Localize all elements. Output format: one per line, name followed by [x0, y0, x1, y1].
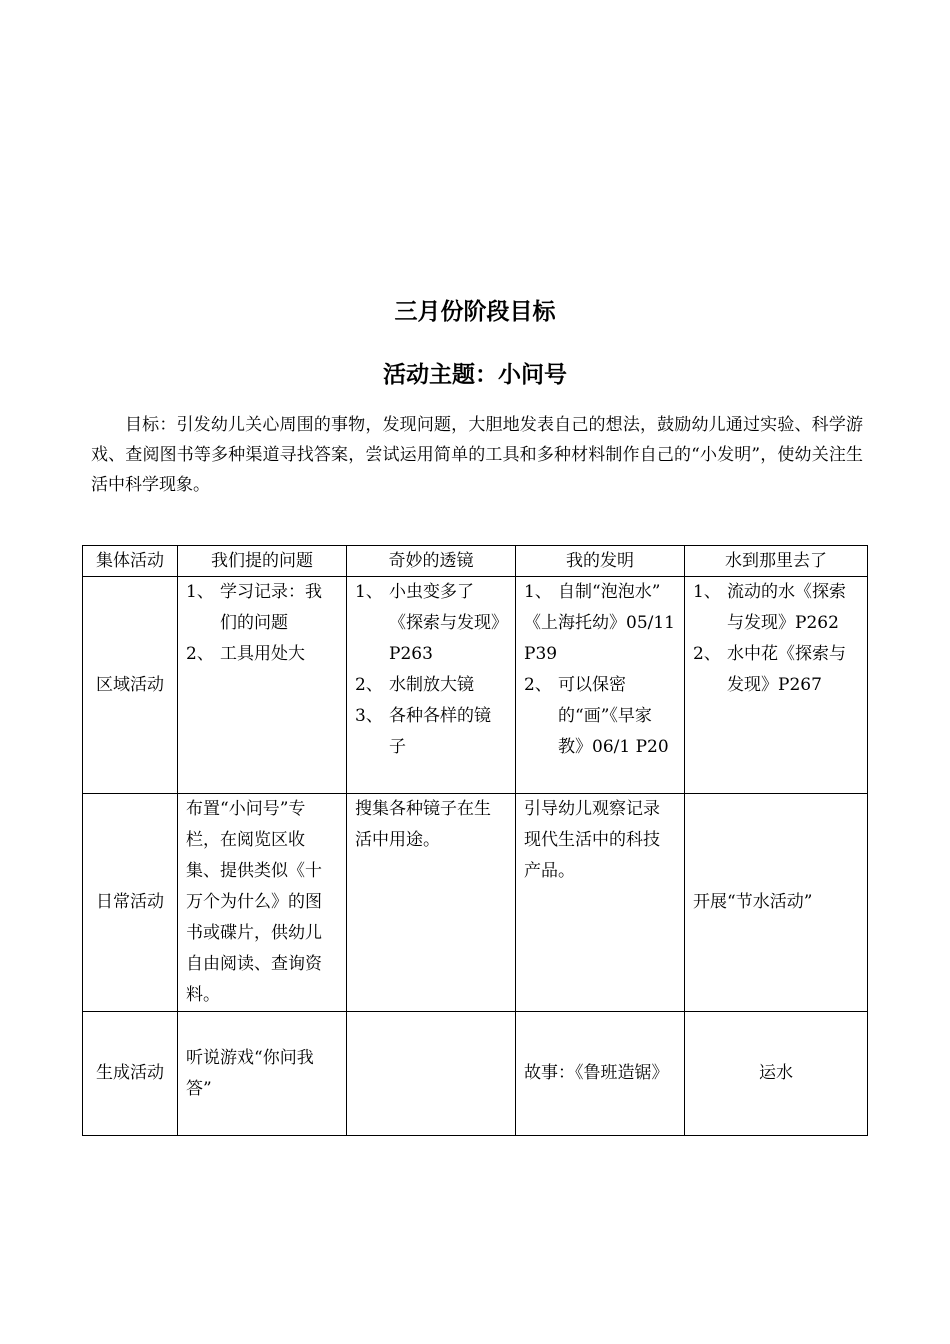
list-item: 1、 小虫变多了《探索与发现》P263	[355, 582, 500, 664]
table-row-generated-activity	[83, 1012, 868, 1136]
generated-cell-water: 运水	[685, 1012, 868, 1136]
header-my-invention: 我的发明	[516, 546, 685, 577]
area-cell-water	[685, 577, 868, 794]
list-item: 2、 可以保密的“画”《早家教》06/1 P20	[524, 675, 669, 757]
list-item: 1、 学习记录：我们的问题	[186, 582, 322, 633]
list-item: 1、 自制“泡泡水”	[524, 582, 661, 602]
area-cell-invention	[516, 577, 685, 794]
generated-cell-questions: 听说游戏“你问我答”	[178, 1012, 347, 1136]
daily-cell-water: 开展“节水活动”	[685, 794, 868, 1012]
header-group-activity: 集体活动	[83, 546, 178, 577]
area-cell-questions	[178, 577, 347, 794]
header-our-questions: 我们提的问题	[178, 546, 347, 577]
area-cell-lens	[347, 577, 516, 794]
header-where-water-went: 水到那里去了	[685, 546, 868, 577]
row-label-daily: 日常活动	[83, 794, 178, 1012]
daily-cell-invention: 引导幼儿观察记录现代生活中的科技产品。	[516, 794, 685, 1012]
table-row-area-activity	[83, 577, 868, 794]
activity-plan-table	[82, 545, 868, 1136]
goal-paragraph: 目标：引发幼儿关心周围的事物，发现问题，大胆地发表自己的想法，鼓励幼儿通过实验、科学游戏、查阅图书等多种渠道寻找答案，尝试运用简单的工具和多种材料制作自己的“小发明”，使幼关注生活中科学现象。	[91, 415, 863, 495]
list-item: 2、 工具用处大	[186, 644, 305, 664]
generated-cell-lens	[347, 1012, 516, 1136]
list-item: 3、 各种各样的镜子	[355, 706, 491, 757]
list-item: 2、 水制放大镜	[355, 675, 474, 695]
activity-theme-heading: 活动主题：小问号	[383, 362, 567, 388]
row-label-generated: 生成活动	[83, 1012, 178, 1136]
table-row-daily-activity	[83, 794, 868, 1012]
daily-cell-lens: 搜集各种镜子在生活中用途。	[347, 794, 516, 1012]
list-item: 1、 流动的水《探索与发现》P262	[693, 582, 846, 633]
list-item: 《上海托幼》05/11 P39	[524, 613, 675, 664]
header-magic-lens: 奇妙的透镜	[347, 546, 516, 577]
daily-cell-questions: 布置“小问号”专栏，在阅览区收集、提供类似《十万个为什么》的图书或碟片，供幼儿自由阅读、查询资料。	[178, 794, 347, 1012]
table-header-row	[83, 546, 868, 577]
generated-cell-invention: 故事：《鲁班造锯》	[516, 1012, 685, 1136]
page-title: 三月份阶段目标	[394, 299, 556, 325]
list-item: 2、 水中花《探索与发现》P267	[693, 644, 846, 695]
row-label-area: 区域活动	[83, 577, 178, 794]
